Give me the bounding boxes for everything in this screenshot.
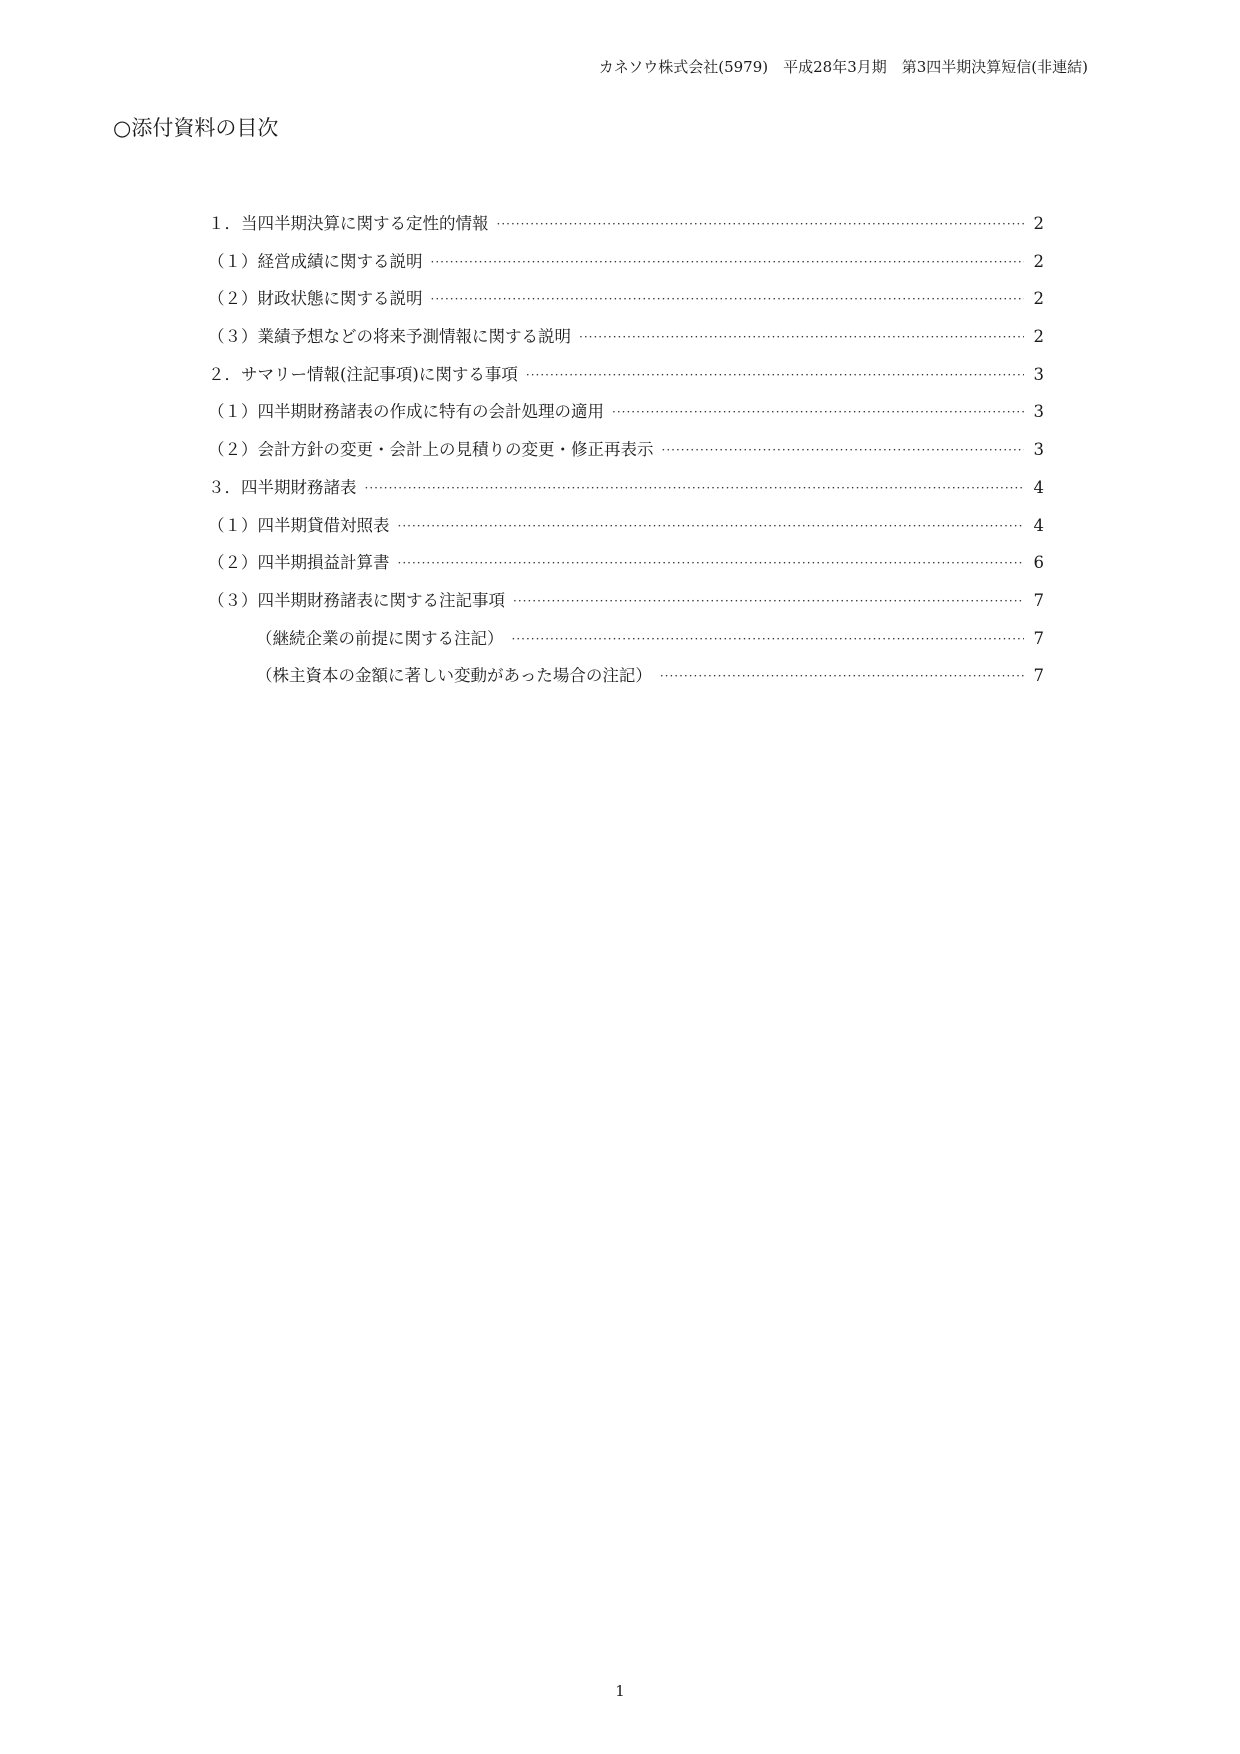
toc-item-page: 4: [1033, 477, 1044, 497]
toc-item-1: [208, 210, 1044, 248]
toc-dot-leader: [398, 514, 1025, 531]
toc-item-label: （２）財政状態に関する説明: [208, 289, 423, 309]
toc-item-3-3-a: [208, 625, 1044, 663]
toc-dot-leader: [662, 439, 1025, 456]
toc-dot-leader: [526, 363, 1024, 380]
toc-item-label: （２）会計方針の変更・会計上の見積りの変更・修正再表示: [208, 440, 654, 460]
toc-dot-leader: [512, 627, 1025, 644]
toc-item-page: 2: [1033, 251, 1044, 271]
toc-item-3-2: [208, 549, 1044, 587]
toc-dot-leader: [660, 665, 1024, 682]
toc-item-2-1: [208, 398, 1044, 436]
toc-item-1-1: [208, 248, 1044, 286]
toc-item-page: 4: [1033, 515, 1044, 535]
toc-item-label: （継続企業の前提に関する注記）: [256, 628, 504, 648]
toc-dot-leader: [398, 552, 1025, 569]
document-header: カネソウ株式会社(5979) 平成28年3月期 第3四半期決算短信(非連結): [598, 58, 1088, 76]
toc-dot-leader: [513, 589, 1024, 606]
toc-item-page: 6: [1033, 553, 1044, 573]
toc-item-label: １．当四半期決算に関する定性的情報: [208, 214, 489, 233]
toc-item-label: ２．サマリー情報(注記事項)に関する事項: [208, 364, 518, 384]
toc-dot-leader: [431, 288, 1025, 305]
page-title: ○添付資料の目次: [113, 116, 279, 140]
table-of-contents: [208, 210, 1044, 700]
toc-item-page: 2: [1033, 214, 1044, 233]
toc-item-3-1: [208, 512, 1044, 550]
toc-item-label: （３）業績予想などの将来予測情報に関する説明: [208, 327, 571, 347]
toc-item-label: （２）四半期損益計算書: [208, 553, 390, 573]
toc-item-label: （３）四半期財務諸表に関する注記事項: [208, 590, 505, 610]
toc-dot-leader: [431, 250, 1025, 267]
toc-item-page: 2: [1033, 289, 1044, 309]
toc-item-page: 3: [1033, 364, 1044, 384]
toc-item-2-2: [208, 436, 1044, 474]
toc-item-page: 3: [1033, 440, 1044, 460]
toc-item-label: （株主資本の金額に著しい変動があった場合の注記）: [256, 666, 652, 686]
toc-item-label: ３．四半期財務諸表: [208, 477, 357, 497]
toc-item-1-3: [208, 323, 1044, 361]
toc-dot-leader: [612, 401, 1024, 418]
toc-item-page: 7: [1033, 628, 1044, 648]
toc-dot-leader: [579, 326, 1024, 343]
toc-item-3-3: [208, 587, 1044, 625]
toc-item-page: 7: [1033, 666, 1044, 686]
toc-item-page: 2: [1033, 327, 1044, 347]
toc-item-label: （１）四半期貸借対照表: [208, 515, 390, 535]
toc-dot-leader: [365, 476, 1025, 493]
toc-item-3: [208, 474, 1044, 512]
toc-item-3-3-b: [208, 662, 1044, 700]
toc-item-page: 7: [1033, 590, 1044, 610]
toc-item-page: 3: [1033, 402, 1044, 422]
toc-item-label: （１）経営成績に関する説明: [208, 251, 423, 271]
toc-item-1-2: [208, 285, 1044, 323]
toc-item-2: [208, 361, 1044, 399]
toc-dot-leader: [497, 213, 1025, 230]
toc-item-label: （１）四半期財務諸表の作成に特有の会計処理の適用: [208, 402, 604, 422]
page-number: 1: [615, 1682, 625, 1700]
